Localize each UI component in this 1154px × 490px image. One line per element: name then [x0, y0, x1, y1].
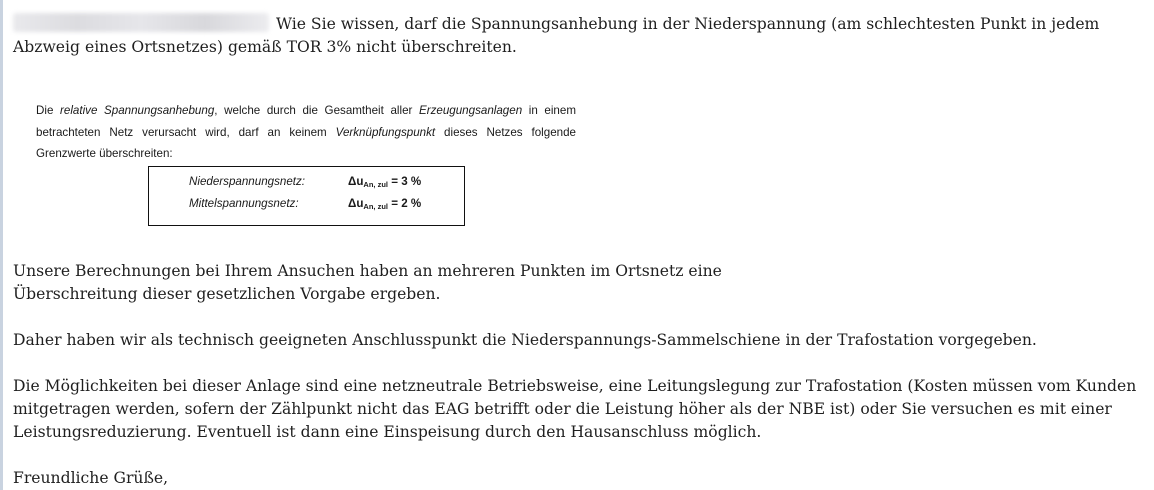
- quote-text: dieses Netzes folgende: [435, 125, 576, 139]
- quote-text: Die: [36, 104, 61, 117]
- paragraph-connection-point: Daher haben wir als technisch geeigneten Anschlusspunkt die Niederspannungs-Sammelschiene in der Trafostation vorgegeben.: [13, 331, 1037, 349]
- quote-term: relative Spannungsanhebung: [60, 104, 215, 117]
- limit-subscript: An, zul: [363, 202, 389, 211]
- limit-symbol: Δu: [348, 197, 364, 210]
- limit-row: [189, 172, 449, 192]
- quote-text: in einem: [522, 104, 576, 117]
- network-name: Mittelspannungsnetz:: [189, 197, 299, 210]
- paragraph-calculation-line-1: Unsere Berechnungen bei Ihrem Ansuchen haben an mehreren Punkten im Ortsnetz eine: [13, 262, 722, 280]
- intro-paragraph: [13, 13, 1143, 59]
- quote-line-1: [36, 100, 576, 122]
- quote-text: , welche durch die Gesamtheit aller: [214, 104, 419, 117]
- limit-percent: = 3 %: [391, 175, 422, 188]
- quote-line-3: Grenzwerte überschreiten:: [36, 147, 173, 160]
- limit-subscript: An, zul: [363, 180, 389, 189]
- email-body: [13, 13, 1143, 59]
- quote-term: Verknüpfungspunkt: [335, 125, 436, 139]
- redacted-salutation: [13, 13, 269, 32]
- limit-symbol: Δu: [348, 175, 364, 188]
- quote-line-2: [36, 122, 576, 144]
- limit-value: [348, 172, 421, 195]
- closing-greeting: Freundliche Grüße,: [13, 469, 169, 487]
- quote-text: betrachteten Netz verursacht wird, darf an keinem: [36, 125, 336, 139]
- quoted-regulation-excerpt: [36, 100, 596, 165]
- network-name: Niederspannungsnetz:: [189, 175, 306, 188]
- limit-row: [189, 194, 449, 214]
- quote-term: Erzeugungsanlagen: [419, 104, 523, 117]
- paragraph-calculation-line-2: Überschreitung dieser gesetzlichen Vorgabe ergeben.: [13, 285, 441, 303]
- paragraph-options: Die Möglichkeiten bei dieser Anlage sind eine netzneutrale Betriebsweise, eine Leitungslegung zur Trafostation (Kosten müssen vom Kunden mitgetragen werden, sofern der Zählpunkt nicht das EAG betrifft oder die Leistung höher als der NBE ist) oder Sie versuchen es mit einer Leistungsreduzierung. Eventuell ist dann eine Einspeisung durch den Hausanschluss möglich.: [13, 377, 1137, 441]
- limit-percent: = 2 %: [391, 197, 422, 210]
- quote-rule: [0, 0, 3, 490]
- intro-text: Wie Sie wissen, darf die Spannungsanhebung in der Niederspannung (am schlechtesten Punkt in jedem Abzweig eines Ortsnetzes) gemäß TOR 3% nicht überschreiten.: [13, 15, 1100, 56]
- limit-values-box: [148, 166, 465, 226]
- limit-value: [348, 194, 421, 217]
- email-body-lower: [13, 260, 1143, 490]
